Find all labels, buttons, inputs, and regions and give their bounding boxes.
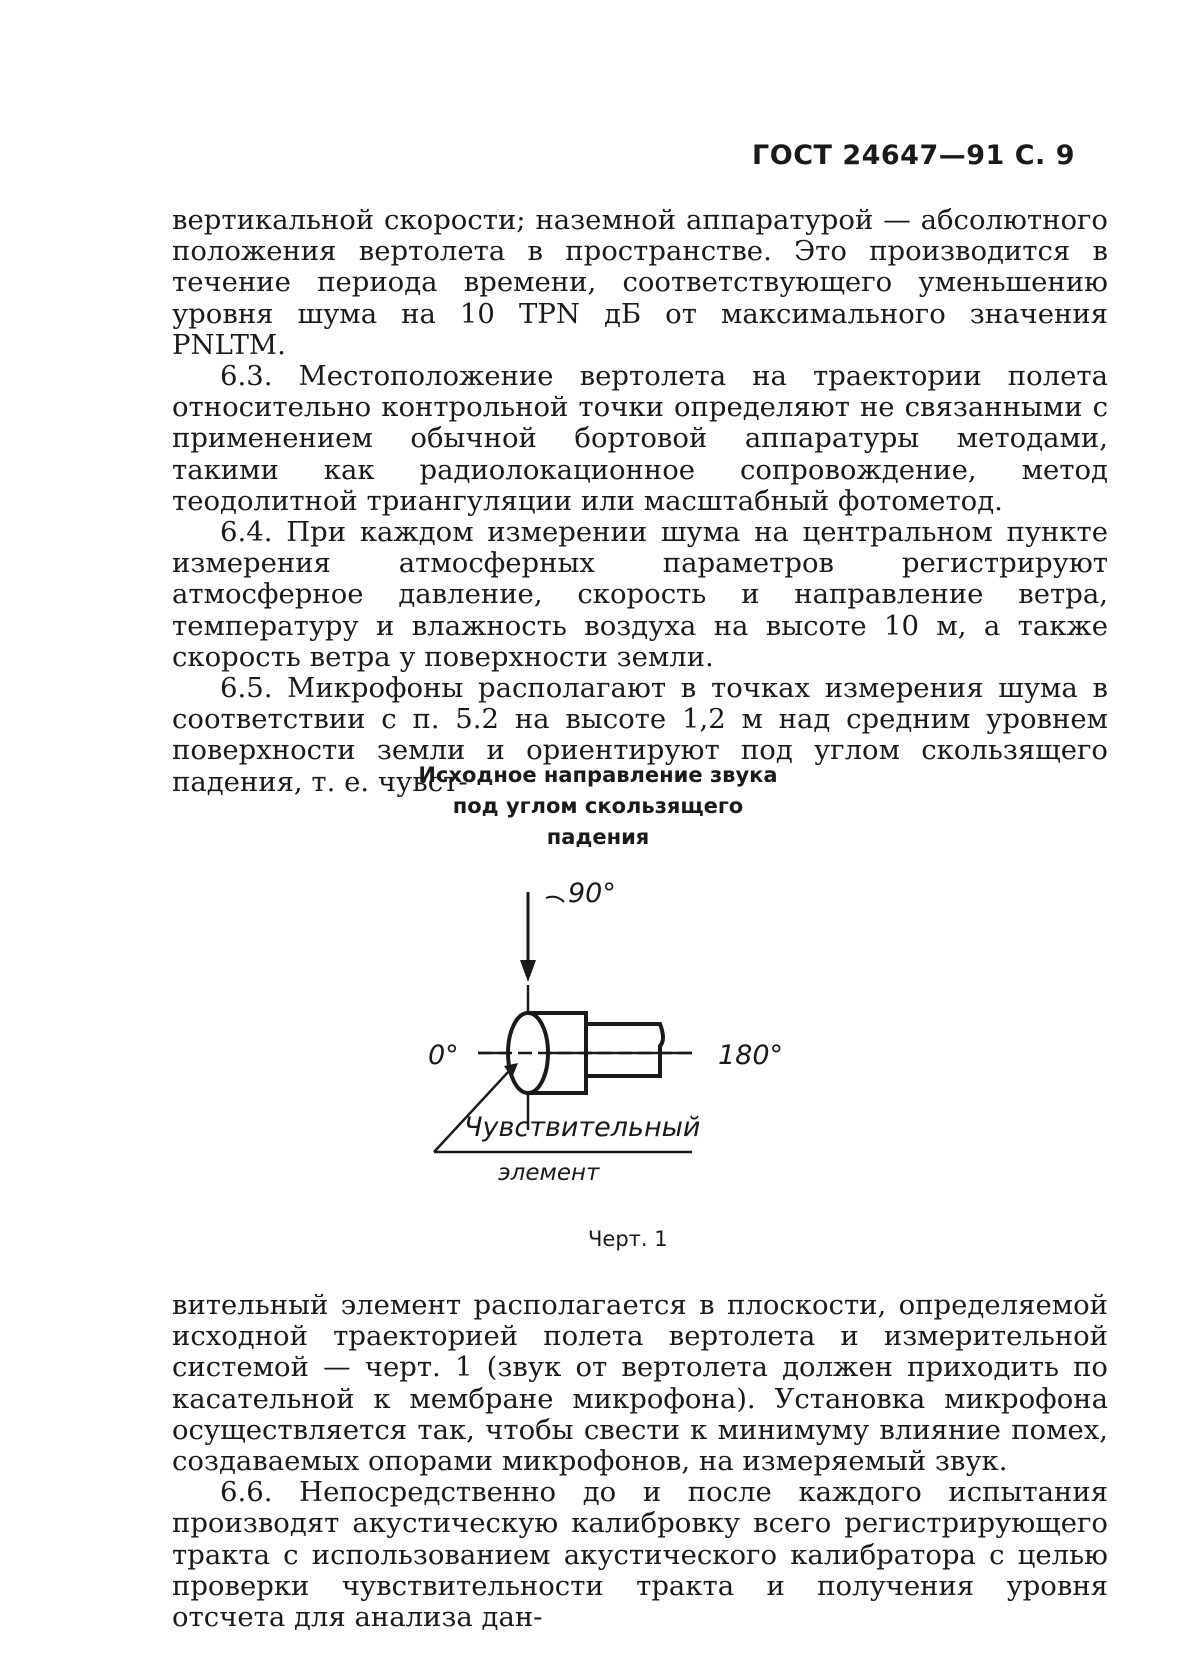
paragraph-continuation: вертикальной скорости; наземной аппаратурой — абсолютного положения вертолета в пространстве. Это производится в течение периода времени, соответствующего уменьшению уровня шума на 10 TPN дБ от максимального значения PNLTM.: [172, 204, 1108, 361]
paragraph-6-5: 6.5. Микрофоны располагают в точках измерения шума в соответствии с п. 5.2 на высоте 1,2 м над средним уровнем поверхности земли и ориентируют под углом скользящего падения, т. е. чувст-: [172, 672, 1108, 798]
label-element-word: элемент: [498, 1160, 600, 1186]
figure-caption-line-1: Исходное направление звука: [418, 763, 778, 787]
page-header: ГОСТ 24647—91 С. 9: [752, 140, 1075, 171]
microphone-diagram: [420, 880, 860, 1220]
label-180-degrees: 180°: [718, 1040, 784, 1071]
label-90-leader: [546, 897, 564, 902]
microphone-diagram-svg: [420, 880, 860, 1220]
paragraph-6-4: 6.4. При каждом измерении шума на центральном пункте измерения атмосферных параметров регистрируют атмосферное давление, скорость и направление ветра, температуру и влажность воздуха на высоте 10 м, а также скорость ветра у поверхности земли.: [172, 516, 1108, 673]
paragraph-continuation-2: вительный элемент располагается в плоскости, определяемой исходной траекторией полета вертолета и измерительной системой — черт. 1 (звук от вертолета должен приходить по касательной к мембране микрофона). Установка микрофона осуществляется так, чтобы свести к минимуму влияние помех, создаваемых опорами микрофонов, на измеряемый звук.: [172, 1289, 1108, 1478]
label-sensitive-element: Чувствительный: [464, 1112, 701, 1143]
microphone-stem: [586, 1024, 663, 1076]
label-90-degrees: 90°: [568, 878, 616, 909]
figure-caption-line-3: падения: [546, 825, 650, 849]
paragraph-6-6: 6.6. Непосредственно до и после каждого испытания производят акустическую калибровку всего регистрирующего тракта с использованием акустического калибратора с целью проверки чувствительности тракта и получения уровня отсчета для анализа дан-: [172, 1476, 1108, 1634]
body-text-top: [172, 205, 1108, 798]
arrow-90-head: [520, 960, 536, 982]
figure-caption-line-2: под углом скользящего: [452, 794, 744, 818]
figure-number: Черт. 1: [588, 1227, 668, 1251]
body-text-bottom: [172, 1290, 1108, 1633]
label-0-degrees: 0°: [428, 1040, 459, 1071]
paragraph-6-3: 6.3. Местоположение вертолета на траектории полета относительно контрольной точки определяют не связанными с применением обычной бортовой аппаратуры методами, такими как радиолокационное сопровождение, метод теодолитной триангуляции или масштабный фотометод.: [172, 360, 1108, 517]
figure-caption: [373, 760, 823, 853]
